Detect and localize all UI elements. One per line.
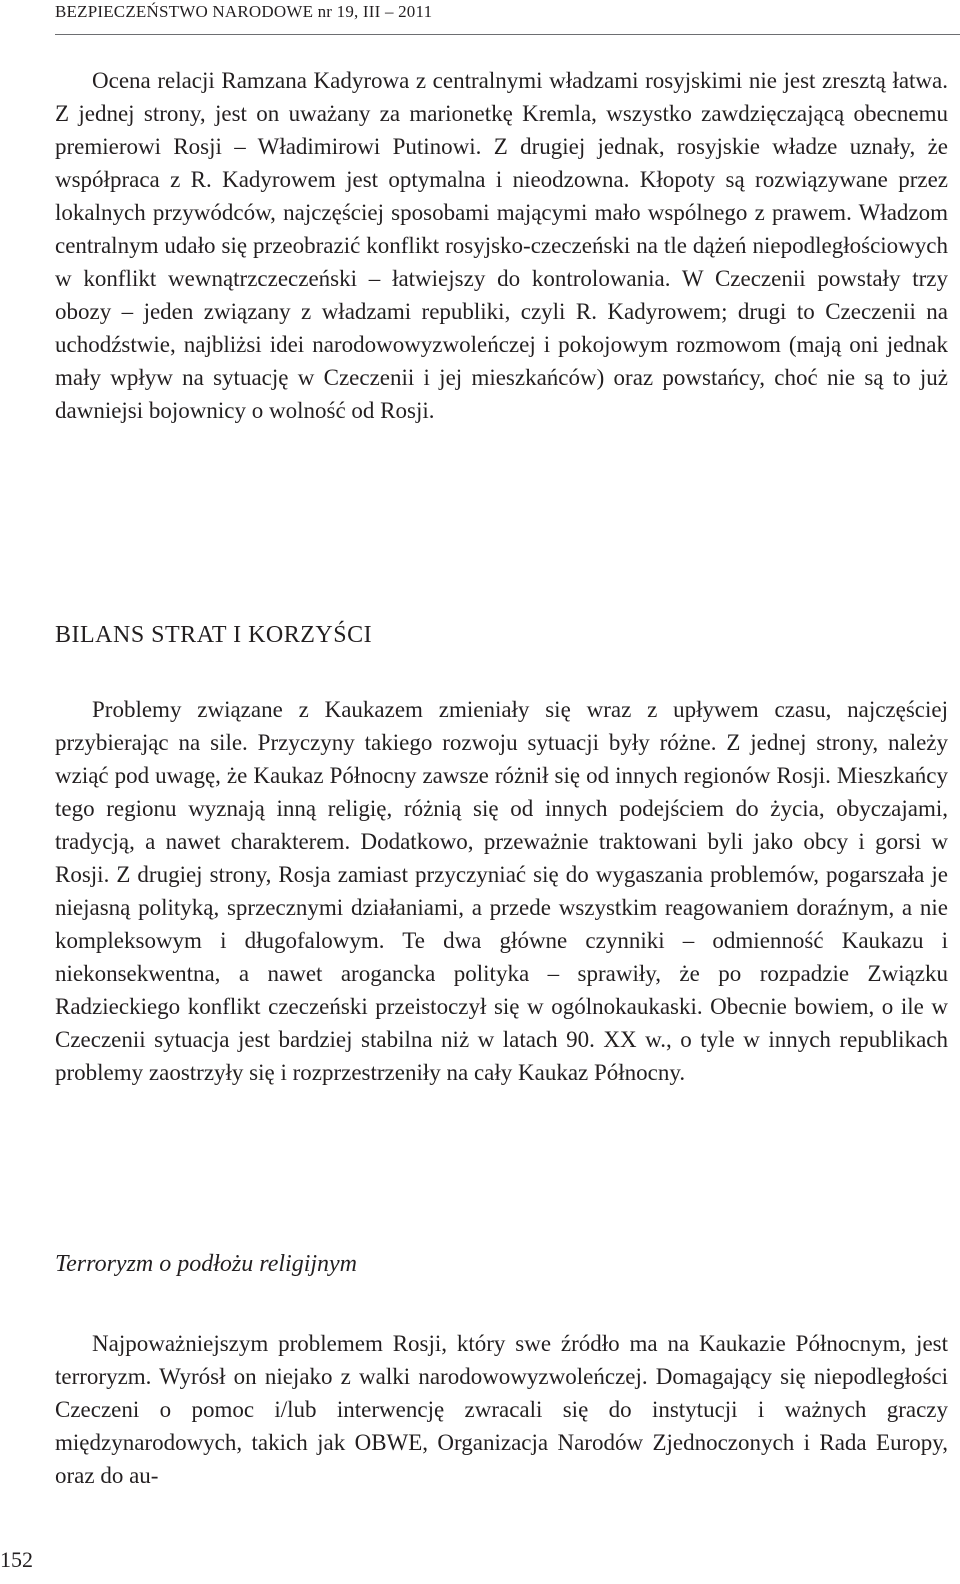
paragraph-block [55, 64, 948, 427]
paragraph-1: Ocena relacji Ramzana Kadyrowa z centralnymi władzami rosyjskimi nie jest zresztą łatwa. Z jednej strony, jest on uważany za marionetkę Kremla, wszystko zawdzięczającą obecnemu premierowi Rosji – Władimirowi Putinowi. Z drugiej jednak, rosyjskie władze uznały, że współpraca z R. Kadyrowem jest optymalna i nieodzowna. Kłopoty są rozwiązywane przez lokalnych przywódców, najczęściej sposobami mającymi mało wspólnego z prawem. Władzom centralnym udało się przeobrazić konflikt rosyjsko-czeczeński na tle dążeń niepodległościowych w konflikt wewnątrzczeczeński – łatwiejszy do kontrolowania. W Czeczenii powstały trzy obozy – jeden związany z władzami republiki, czyli R. Kadyrowem; drugi to Czeczenii na uchodźstwie, najbliżsi idei narodowowyzwoleńczej i pokojowym rozmowom (mają oni jednak mały wpływ na sytuację w Czeczenii i jej mieszkańców) oraz powstańcy, choć nie są to już dawniejsi bojownicy o wolność od Rosji. [55, 68, 948, 423]
paragraph-2: Problemy związane z Kaukazem zmieniały się wraz z upływem czasu, najczęściej przybierając na sile. Przyczyny takiego rozwoju sytuacji były różne. Z jednej strony, należy wziąć pod uwagę, że Kaukaz Północny zawsze różnił się od innych regionów Rosji. Mieszkańcy tego regionu wyznają inną religię, różnią się od innych podejściem do życia, obyczajami, tradycją, a nawet charakterem. Dodatkowo, przeważnie traktowani byli jako obcy i gorsi w Rosji. Z drugiej strony, Rosja zamiast przyczyniać się do wygaszania problemów, pogarszała je niejasną polityką, sprzecznymi działaniami, a przede wszystkim reagowaniem doraźnym, a nie kompleksowym i długofalowym. Te dwa główne czynniki – odmienność Kaukazu i niekonsekwentna, a nawet arogancka polityka – sprawiły, że po rozpadzie Związku Radzieckiego konflikt czeczeński przeistoczył się w ogólnokaukaski. Obecnie bowiem, o ile w Czeczenii sytuacja jest bardziej stabilna niż w latach 90. XX w., o tyle w innych republikach problemy zaostrzyły się i rozprzestrzeniły na cały Kaukaz Północny. [55, 697, 948, 1085]
section-title: BILANS STRAT I KORZYŚCI [55, 622, 373, 648]
running-header: BEZPIECZEŃSTWO NARODOWE nr 19, III – 2011 [55, 2, 433, 21]
page-number: 152 [0, 1547, 33, 1572]
subsection-title: Terroryzm o podłożu religijnym [55, 1251, 358, 1277]
paragraph-block [55, 693, 948, 1089]
paragraph-block [55, 1327, 948, 1492]
header-rule [55, 34, 960, 35]
paragraph-3: Najpoważniejszym problemem Rosji, który swe źródło ma na Kaukazie Północnym, jest terroryzm. Wyrósł on niejako z walki narodowowyzwoleńczej. Domagający się niepodległości Czeczeni o pomoc i/lub interwencję zwracali się do instytucji i ważnych graczy międzynarodowych, takich jak OBWE, Organizacja Narodów Zjednoczonych i Rada Europy, oraz do au- [55, 1331, 948, 1488]
